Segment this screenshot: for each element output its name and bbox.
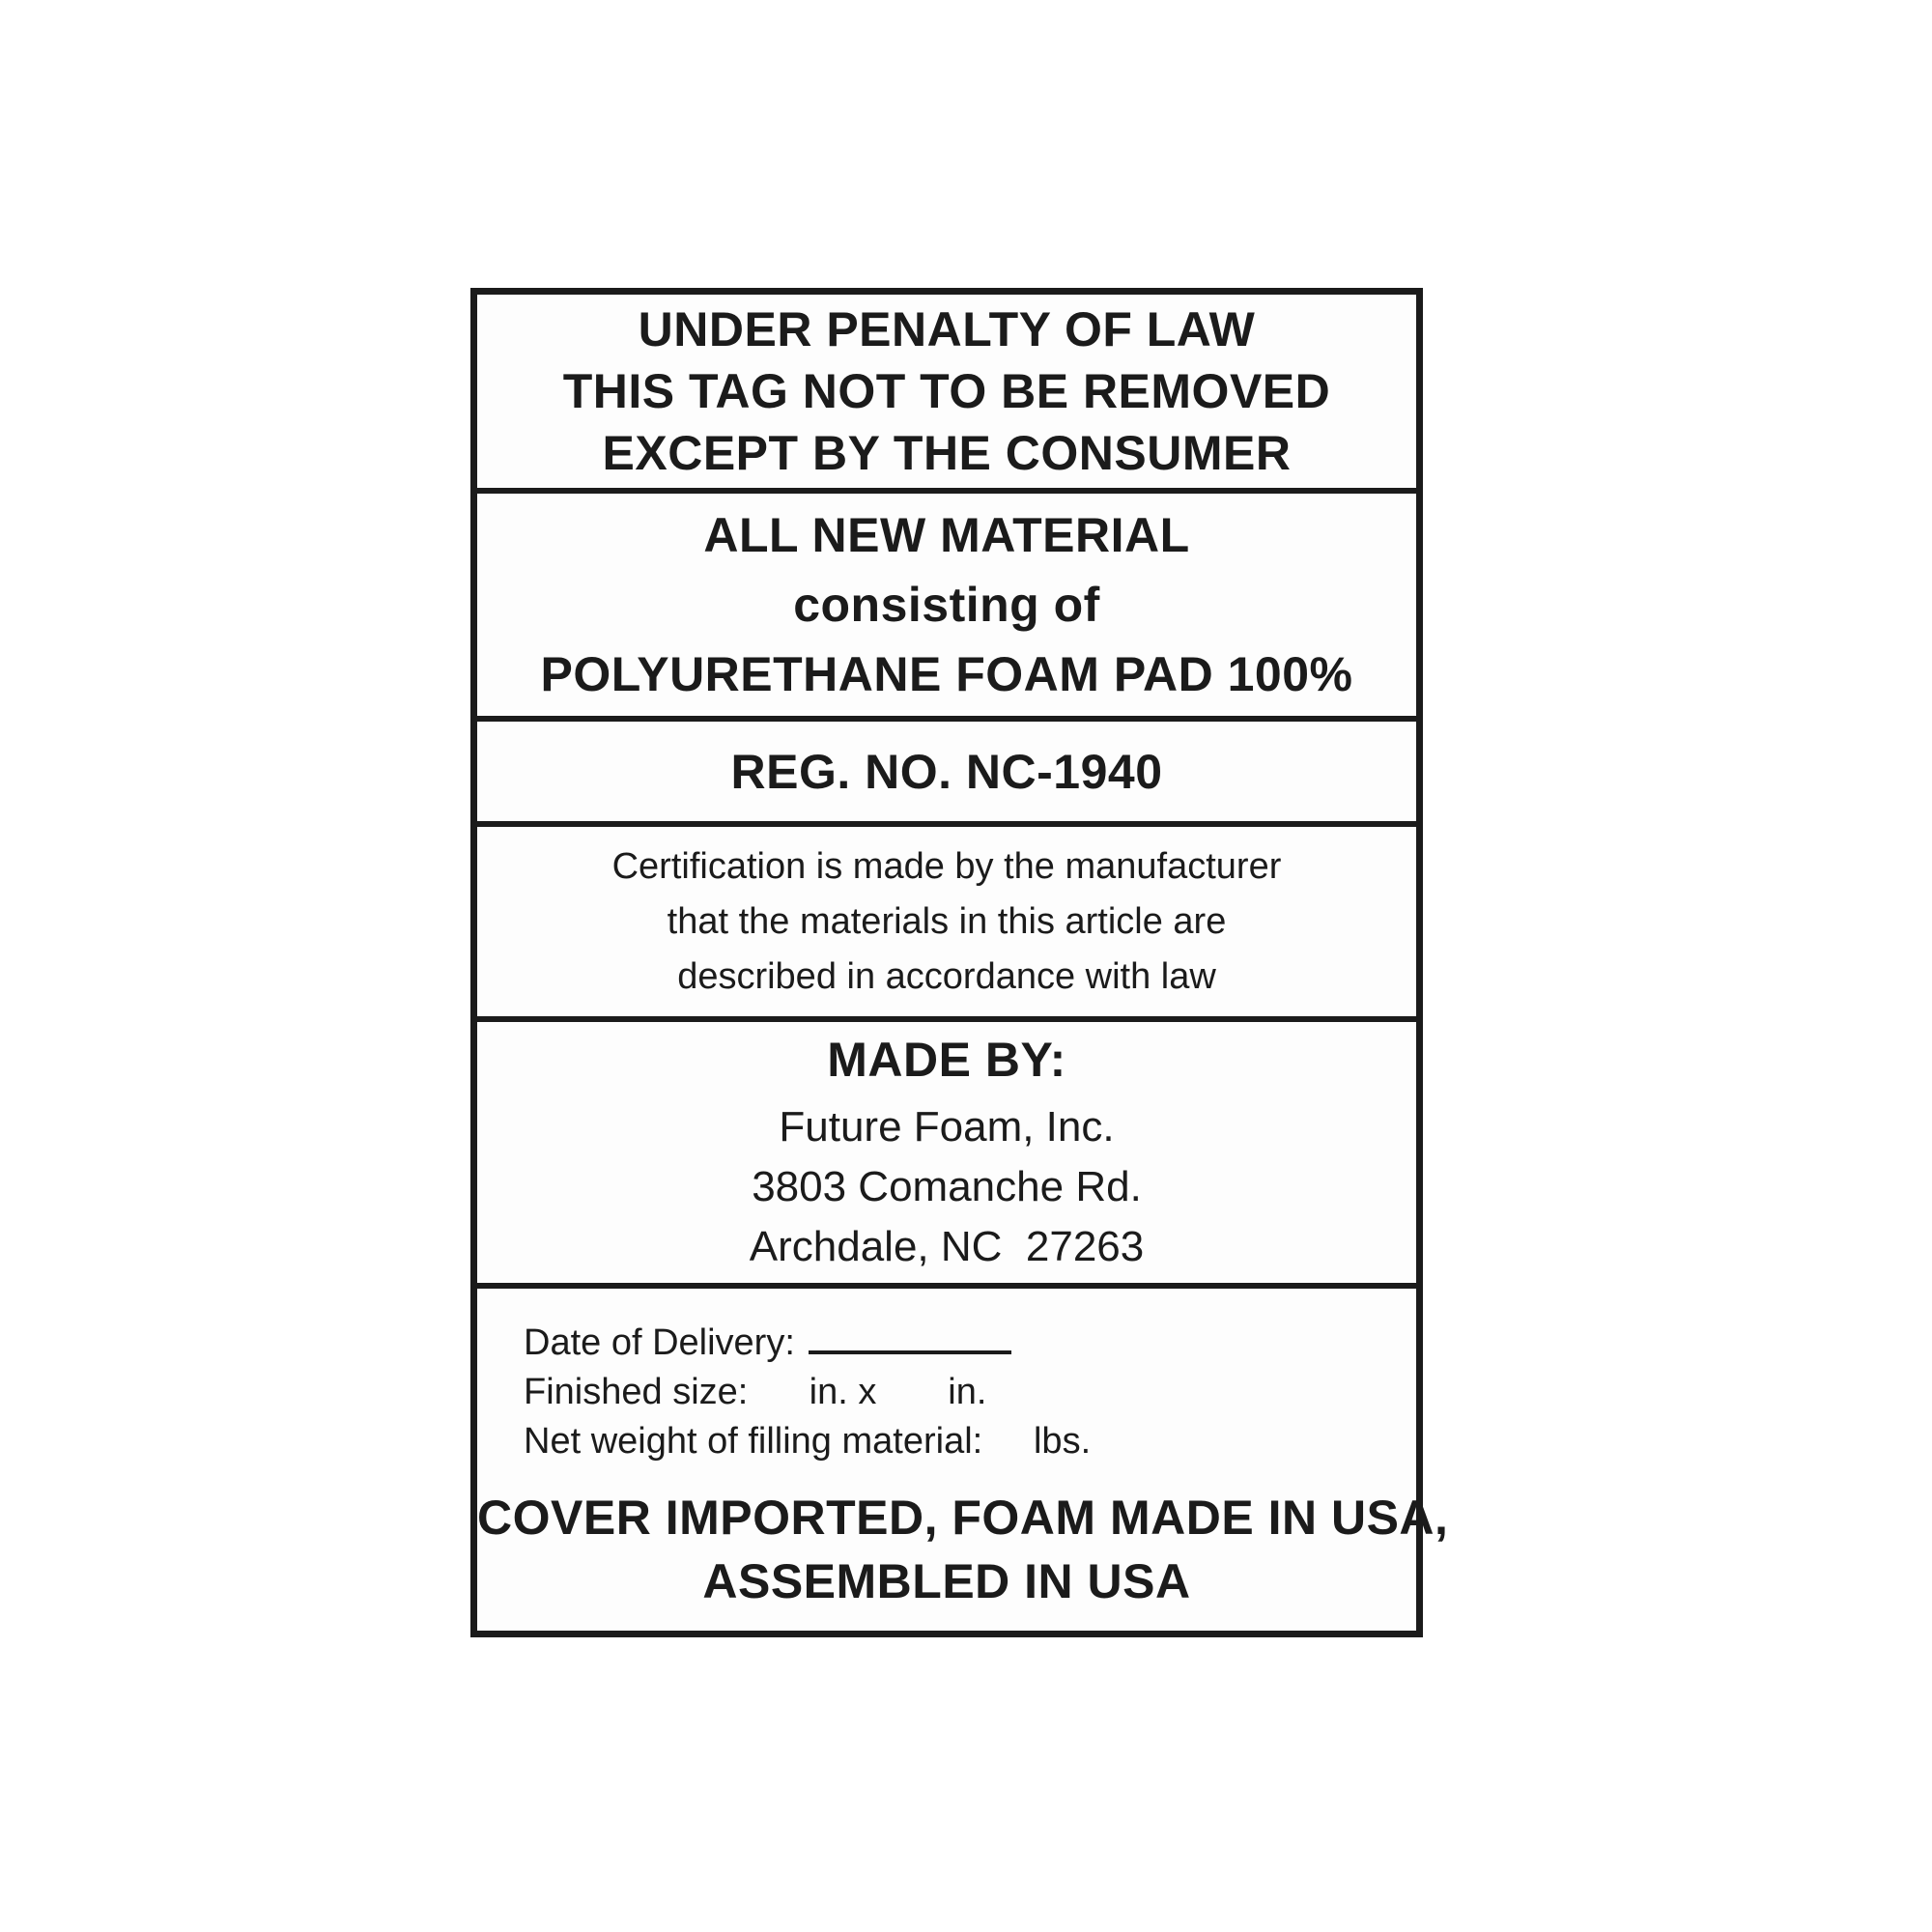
origin-line-2: ASSEMBLED IN USA bbox=[702, 1554, 1191, 1608]
finished-size-line: Finished size: in. x in. bbox=[524, 1372, 987, 1412]
material-section bbox=[477, 488, 1416, 716]
details-section bbox=[477, 1283, 1449, 1631]
penalty-section bbox=[477, 295, 1416, 488]
date-of-delivery-label: Date of Delivery: bbox=[524, 1322, 795, 1363]
origin-line-1: COVER IMPORTED, FOAM MADE IN USA, bbox=[477, 1491, 1449, 1545]
material-line-1: ALL NEW MATERIAL bbox=[703, 508, 1190, 562]
law-tag-label bbox=[470, 288, 1449, 1637]
certification-line-2: that the materials in this article are bbox=[667, 900, 1227, 942]
origin-statement bbox=[477, 1486, 1449, 1613]
date-of-delivery-blank bbox=[809, 1314, 1011, 1354]
certification-line-1: Certification is made by the manufacturer bbox=[611, 845, 1282, 887]
manufacturer-name: Future Foam, Inc. bbox=[779, 1103, 1115, 1151]
material-line-2: consisting of bbox=[793, 578, 1100, 632]
manufacturer-city-state-zip: Archdale, NC 27263 bbox=[749, 1223, 1145, 1270]
registration-section bbox=[477, 716, 1416, 821]
penalty-line-3: EXCEPT BY THE CONSUMER bbox=[602, 426, 1292, 480]
certification-line-3: described in accordance with law bbox=[677, 955, 1216, 997]
certification-section bbox=[477, 821, 1416, 1016]
net-weight-line: Net weight of filling material: lbs. bbox=[524, 1421, 1092, 1462]
made-by-heading: MADE BY: bbox=[827, 1033, 1066, 1087]
penalty-line-2: THIS TAG NOT TO BE REMOVED bbox=[562, 364, 1331, 418]
registration-number: REG. NO. NC-1940 bbox=[730, 744, 1163, 799]
date-of-delivery-line bbox=[477, 1314, 1416, 1368]
made-by-section bbox=[477, 1016, 1416, 1283]
manufacturer-street: 3803 Comanche Rd. bbox=[752, 1163, 1142, 1210]
material-line-3: POLYURETHANE FOAM PAD 100% bbox=[540, 647, 1353, 701]
penalty-line-1: UNDER PENALTY OF LAW bbox=[638, 302, 1256, 356]
